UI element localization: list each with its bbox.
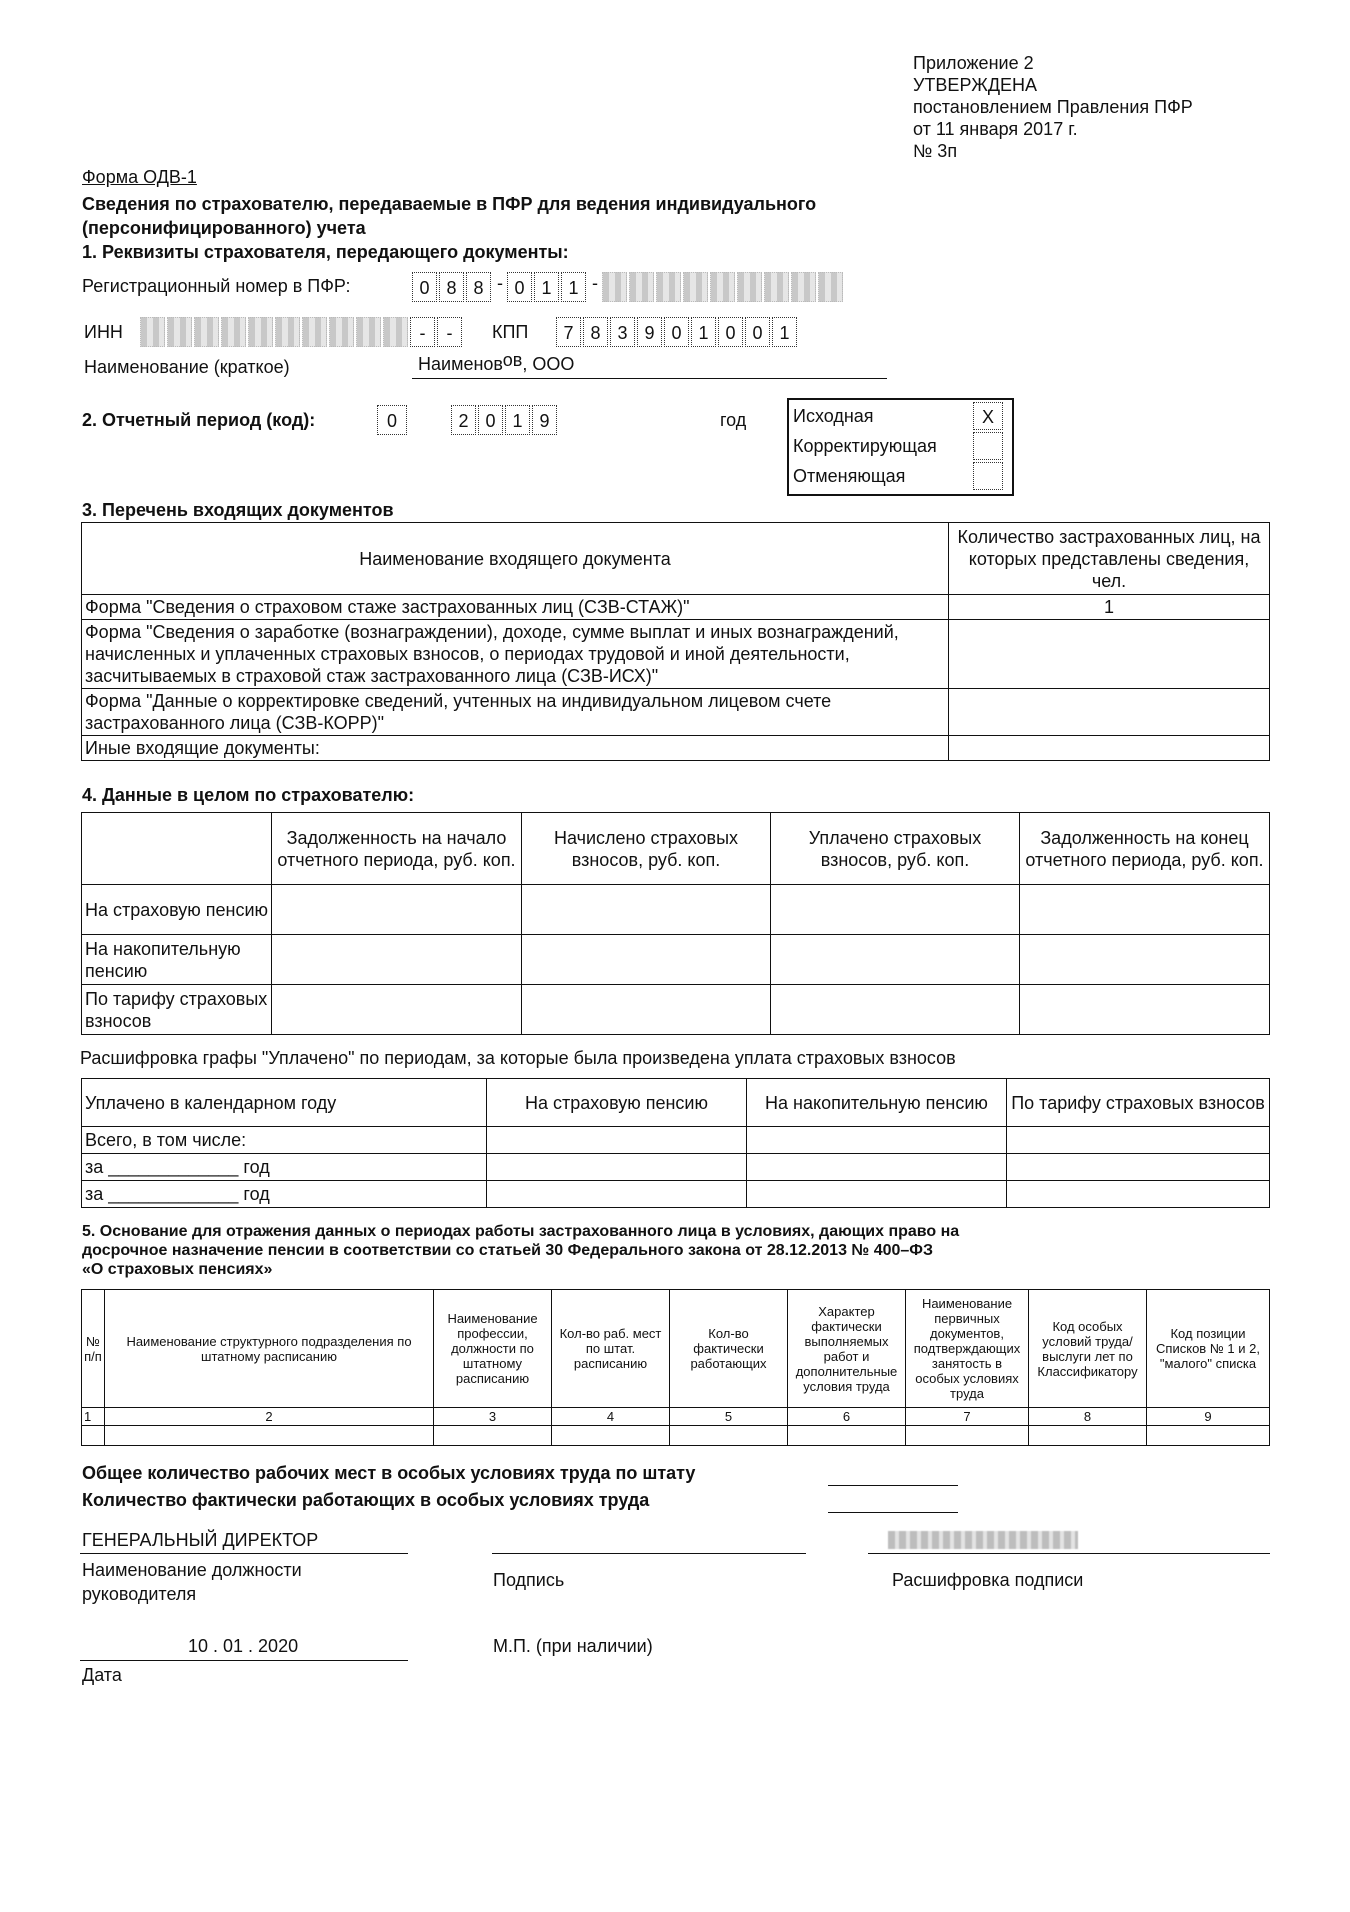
column-number: 5: [670, 1408, 788, 1426]
approval-line: № 3п: [913, 141, 958, 161]
table-header-empty: [82, 813, 272, 885]
totals-underline: [828, 1485, 958, 1486]
column-number: 4: [552, 1408, 670, 1426]
table-header: Кол-во раб. мест по штат. расписанию: [552, 1290, 670, 1408]
reg-digit: 8: [466, 272, 491, 302]
approval-line: от 11 января 2017 г.: [913, 119, 1078, 139]
table-cell: [1007, 1181, 1270, 1208]
inn-digit-redacted: [167, 317, 192, 347]
table-cell: [1020, 885, 1270, 935]
section5-heading-line: 5. Основание для отражения данных о периодах работы застрахованного лица в условиях, дающих право на: [82, 1223, 960, 1240]
table-cell: [747, 1154, 1007, 1181]
status-label: Корректирующая: [793, 436, 937, 456]
reg-digit-redacted: [629, 272, 654, 302]
reg-digit-redacted: [683, 272, 708, 302]
section3-heading: 3. Перечень входящих документов: [82, 500, 394, 520]
table-header: По тарифу страховых взносов: [1007, 1079, 1270, 1127]
reg-digit-redacted: [602, 272, 627, 302]
inn-digit: -: [410, 317, 435, 347]
date-label: Дата: [82, 1665, 122, 1685]
table-cell: [771, 935, 1020, 985]
table-cell: [1029, 1426, 1147, 1446]
table-cell: Форма "Сведения о страховом стаже застрахованных лиц (СЗВ-СТАЖ)": [82, 595, 949, 620]
reg-digit-redacted: [710, 272, 735, 302]
table-header: Уплачено в календарном году: [82, 1079, 487, 1127]
inn-digit-redacted: [194, 317, 219, 347]
inn-cells: [140, 317, 464, 347]
table-header: Задолженность на начало отчетного периода, руб. коп.: [272, 813, 522, 885]
correction-type-box: [787, 398, 1014, 496]
inn-label: ИНН: [84, 322, 123, 342]
kpp-digit: 3: [610, 317, 635, 347]
kpp-digit: 9: [637, 317, 662, 347]
table-header: Код особых условий труда/ выслуги лет по Классификатору: [1029, 1290, 1147, 1408]
incoming-docs-table: [81, 522, 1270, 761]
reg-digit-redacted: [818, 272, 843, 302]
date-value: 10 . 01 . 2020: [188, 1636, 299, 1656]
approval-line: Приложение 2: [913, 53, 1034, 73]
table-header: Задолженность на конец отчетного периода, руб. коп.: [1020, 813, 1270, 885]
reg-digit: 0: [507, 272, 532, 302]
approval-line: постановлением Правления ПФР: [913, 97, 1193, 117]
section4-heading: 4. Данные в целом по страхователю:: [82, 785, 415, 805]
table-header: № п/п: [82, 1290, 105, 1408]
table-cell: [552, 1426, 670, 1446]
reg-digit: 8: [439, 272, 464, 302]
year-digit: 9: [532, 405, 557, 435]
row-label: На страховую пенсию: [82, 885, 272, 935]
status-mark: [973, 432, 1003, 460]
table-header: Код позиции Списков № 1 и 2, "малого" списка: [1147, 1290, 1270, 1408]
section5-heading-line: «О страховых пенсиях»: [82, 1261, 273, 1278]
signature-underline: [492, 1553, 806, 1554]
inn-digit: -: [437, 317, 462, 347]
section2-heading: 2. Отчетный период (код):: [82, 410, 316, 430]
reg-digit: 1: [534, 272, 559, 302]
kpp-digit: 0: [718, 317, 743, 347]
totals-line: Количество фактически работающих в особых условиях труда: [82, 1490, 650, 1510]
form-title: [82, 192, 816, 240]
table-cell: [1007, 1127, 1270, 1154]
position-underline: [80, 1553, 408, 1554]
table-cell: [487, 1181, 747, 1208]
kpp-cells: [556, 317, 799, 347]
approval-block: [913, 52, 1193, 162]
form-title-line: Сведения по страхователю, передаваемые в ПФР для ведения индивидуального: [82, 194, 817, 214]
name-underline: [412, 378, 887, 379]
totals-line: Общее количество рабочих мест в особых условиях труда по штату: [82, 1463, 696, 1483]
approval-line: УТВЕРЖДЕНА: [913, 75, 1038, 95]
row-label: По тарифу страховых взносов: [82, 985, 272, 1035]
table-cell: [670, 1426, 788, 1446]
form-title-line: (персонифицированного) учета: [82, 218, 366, 238]
kpp-digit: 8: [583, 317, 608, 347]
inn-digit-redacted: [383, 317, 408, 347]
table-cell: Иные входящие документы:: [82, 736, 949, 761]
table-header: Наименование профессии, должности по штатному расписанию: [434, 1290, 552, 1408]
table-cell: [771, 985, 1020, 1035]
section5-heading: [82, 1222, 959, 1279]
inn-digit-redacted: [356, 317, 381, 347]
totals-underline: [828, 1512, 958, 1513]
table-cell: [272, 985, 522, 1035]
row-label: за _____________ год: [82, 1154, 487, 1181]
table-cell: [1147, 1426, 1270, 1446]
status-label: Отменяющая: [793, 466, 906, 486]
row-label: за _____________ год: [82, 1181, 487, 1208]
kpp-digit: 7: [556, 317, 581, 347]
period-code-cells: [377, 405, 409, 435]
table-cell: [522, 935, 771, 985]
table-cell: [906, 1426, 1029, 1446]
table-header: Уплачено страховых взносов, руб. коп.: [771, 813, 1020, 885]
table-cell: [105, 1426, 434, 1446]
table-header: Наименование входящего документа: [82, 523, 949, 595]
signature-label: Подпись: [493, 1570, 565, 1590]
table-cell: [747, 1127, 1007, 1154]
table-cell: [487, 1154, 747, 1181]
name-value-part: Наименов: [418, 354, 503, 374]
table-cell: [522, 885, 771, 935]
year-digit: 1: [505, 405, 530, 435]
table-header: Наименование первичных документов, подтверждающих занятость в особых условиях труда: [906, 1290, 1029, 1408]
kpp-digit: 0: [745, 317, 770, 347]
reg-digit: 0: [412, 272, 437, 302]
reg-number-cells: [412, 272, 845, 302]
table-cell: [949, 620, 1270, 689]
reg-digit-redacted: [656, 272, 681, 302]
table-header: На страховую пенсию: [487, 1079, 747, 1127]
inn-digit-redacted: [302, 317, 327, 347]
column-number: 2: [105, 1408, 434, 1426]
table-cell: [949, 736, 1270, 761]
decode-underline: [868, 1553, 1270, 1554]
stamp-label: М.П. (при наличии): [493, 1636, 653, 1656]
column-number: 7: [906, 1408, 1029, 1426]
table-cell: [1007, 1154, 1270, 1181]
table-cell: Форма "Сведения о заработке (вознаграждении), доходе, сумме выплат и иных вознаграждений, начисленных и уплаченных страховых взносов, о периодах трудовой и иной деятельности, засчитываемых в страховой стаж застрахованного лица (СЗВ-ИСХ)": [82, 620, 949, 689]
table-header: Количество застрахованных лиц, на которых представлены сведения, чел.: [949, 523, 1270, 595]
kpp-digit: 1: [691, 317, 716, 347]
reg-digit-redacted: [791, 272, 816, 302]
column-number: 1: [82, 1408, 105, 1426]
row-label: Всего, в том числе:: [82, 1127, 487, 1154]
table-cell: 1: [949, 595, 1270, 620]
inn-digit-redacted: [248, 317, 273, 347]
table-header: На накопительную пенсию: [747, 1079, 1007, 1127]
insurer-data-table: [81, 812, 1270, 1035]
table-cell: [487, 1127, 747, 1154]
reg-digit: 1: [561, 272, 586, 302]
year-digit: 0: [478, 405, 503, 435]
table-cell: [522, 985, 771, 1035]
name-value: [418, 350, 575, 375]
name-label: Наименование (краткое): [84, 357, 290, 377]
column-number: 6: [788, 1408, 906, 1426]
table-cell: [788, 1426, 906, 1446]
kpp-label: КПП: [492, 322, 529, 342]
table-header: Начислено страховых взносов, руб. коп.: [522, 813, 771, 885]
year-cells: [451, 405, 559, 435]
form-code: Форма ОДВ-1: [82, 167, 197, 187]
column-number: 8: [1029, 1408, 1147, 1426]
section1-heading: 1. Реквизиты страхователя, передающего документы:: [82, 242, 569, 262]
table-header: Кол-во фактически работающих: [670, 1290, 788, 1408]
table-cell: [949, 689, 1270, 736]
table-cell: [82, 1426, 105, 1446]
section5-heading-line: досрочное назначение пенсии в соответствии со статьей 30 Федерального закона от 28.12.2013 № 400–ФЗ: [82, 1242, 933, 1259]
status-mark: [973, 462, 1003, 490]
kpp-digit: 1: [772, 317, 797, 347]
payments-decode-table: [81, 1078, 1270, 1208]
table-cell: [771, 885, 1020, 935]
inn-digit-redacted: [329, 317, 354, 347]
year-digit: 2: [451, 405, 476, 435]
table-header: Характер фактически выполняемых работ и дополнительные условия труда: [788, 1290, 906, 1408]
reg-digit-redacted: [764, 272, 789, 302]
table-cell: Форма "Данные о корректировке сведений, учтенных на индивидуальном лицевом счете застрахованного лица (СЗВ-КОРР)": [82, 689, 949, 736]
reg-number-label: Регистрационный номер в ПФР:: [82, 276, 351, 296]
special-conditions-table: [81, 1289, 1270, 1446]
reg-dash: -: [592, 273, 598, 293]
table-cell: [747, 1181, 1007, 1208]
position-value: ГЕНЕРАЛЬНЫЙ ДИРЕКТОР: [82, 1530, 319, 1550]
table-cell: [434, 1426, 552, 1446]
table-header: Наименование структурного подразделения по штатному расписанию: [105, 1290, 434, 1408]
decode-caption: Расшифровка графы "Уплачено" по периодам, за которые была произведена уплата страховых взносов: [80, 1048, 956, 1068]
table-cell: [1020, 985, 1270, 1035]
status-mark: X: [973, 402, 1003, 430]
column-number: 9: [1147, 1408, 1270, 1426]
inn-digit-redacted: [221, 317, 246, 347]
reg-digit-redacted: [737, 272, 762, 302]
year-label: год: [720, 410, 747, 430]
date-underline: [80, 1660, 408, 1661]
inn-digit-redacted: [140, 317, 165, 347]
table-cell: [272, 885, 522, 935]
name-value-part: ов: [502, 350, 523, 370]
period-code-digit: 0: [377, 405, 407, 435]
table-cell: [1020, 935, 1270, 985]
kpp-digit: 0: [664, 317, 689, 347]
inn-digit-redacted: [275, 317, 300, 347]
table-cell: [272, 935, 522, 985]
position-label: Наименование должности руководителя: [82, 1560, 302, 1604]
row-label: На накопительную пенсию: [82, 935, 272, 985]
signature-decode-redacted: [888, 1531, 1078, 1554]
decode-label: Расшифровка подписи: [892, 1570, 1084, 1590]
reg-dash: -: [497, 273, 503, 293]
name-value-part: , ООО: [522, 354, 575, 374]
status-label: Исходная: [793, 406, 874, 426]
column-number: 3: [434, 1408, 552, 1426]
